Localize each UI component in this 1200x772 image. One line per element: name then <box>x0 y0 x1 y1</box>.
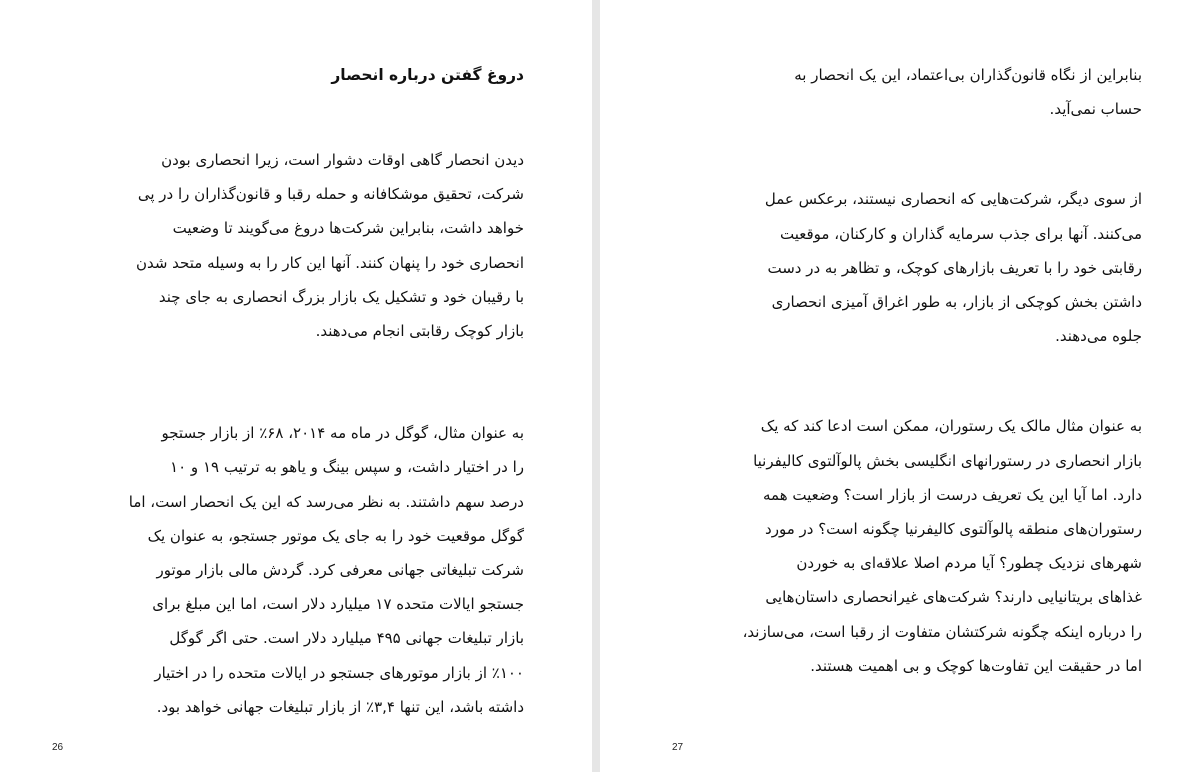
right-page-content <box>670 58 1142 683</box>
paragraph: دیدن انحصار گاهی اوقات دشوار است، زیرا انحصاری بودن شرکت، تحقیق موشکافانه و حمله رقبا و قانون‌گذاران را در پی خواهد داشت، بنابراین شرکت‌ها دروغ می‌گویند تا وضعیت انحصاری خود را پنهان کنند. آنها این کار را به وسیله متحد شدن با رقیبان خود و تشکیل یک بازار بزرگ انحصاری به جای چند بازار کوچک رقابتی انجام می‌دهند. <box>135 151 524 341</box>
page-gutter <box>592 0 600 772</box>
section-heading: دروغ گفتن درباره انحصار <box>331 66 524 84</box>
left-page <box>0 0 592 772</box>
page-number: 27 <box>672 742 684 753</box>
page-number: 26 <box>52 742 64 753</box>
paragraph: از سوی دیگر، شرکت‌هایی که انحصاری نیستند، برعکس عمل می‌کنند. آنها برای جذب سرمایه گذاران و کارکنان، موقعیت رقابتی خود را با تعریف بازارهای کوچک، و تظاهر به در دست داشتن بخش کوچکی از بازار، به طور اغراق آمیزی انحصاری جلوه می‌دهند. <box>764 190 1142 346</box>
paragraph: به عنوان مثال مالک یک رستوران، ممکن است ادعا کند که یک بازار انحصاری در رستورانهای انگلیسی بخش پالوآلتوی کالیفرنیا دارد. اما آیا این یک تعریف درست از بازار است؟ وضعیت همه رستوران‌های منطقه پالوآلتوی کالیفرنیا چگونه است؟ در مورد شهرهای نزدیک چطور؟ آیا مردم اصلا علاقه‌ای به خوردن غذاهای بریتانیایی دارند؟ شرکت‌های غیرانحصاری داستان‌هایی را درباره اینکه چگونه شرکتشان متفاوت از رقبا است، می‌سازند، اما در حقیقت این تفاوت‌ها کوچک و بی اهمیت هستند. <box>742 417 1142 675</box>
left-page-content <box>52 58 524 724</box>
right-page <box>600 0 1200 772</box>
paragraph: بنابراین از نگاه قانون‌گذاران بی‌اعتماد، این یک انحصار به حساب نمی‌آید. <box>794 66 1142 119</box>
paragraph: به عنوان مثال، گوگل در ماه مه ۲۰۱۴، ۶۸٪ از بازار جستجو را در اختیار داشت، و سپس بینگ و یاهو به ترتیب ۱۹ و ۱۰ درصد سهم داشتند. به نظر می‌رسد که این یک انحصار است، اما گوگل موقعیت خود را به جای یک موتور جستجو، به عنوان یک شرکت تبلیغاتی جهانی معرفی کرد. گردش مالی بازار موتور جستجو ایالات متحده ۱۷ میلیارد دلار است، اما این مبلغ برای بازار تبلیغات جهانی ۴۹۵ میلیارد دلار است. حتی اگر گوگل ٪۱۰۰ از بازار موتورهای جستجو در ایالات متحده را در اختیار داشته باشد، این تنها ۳,۴٪ از بازار تبلیغات جهانی خواهد بود. <box>128 424 524 716</box>
